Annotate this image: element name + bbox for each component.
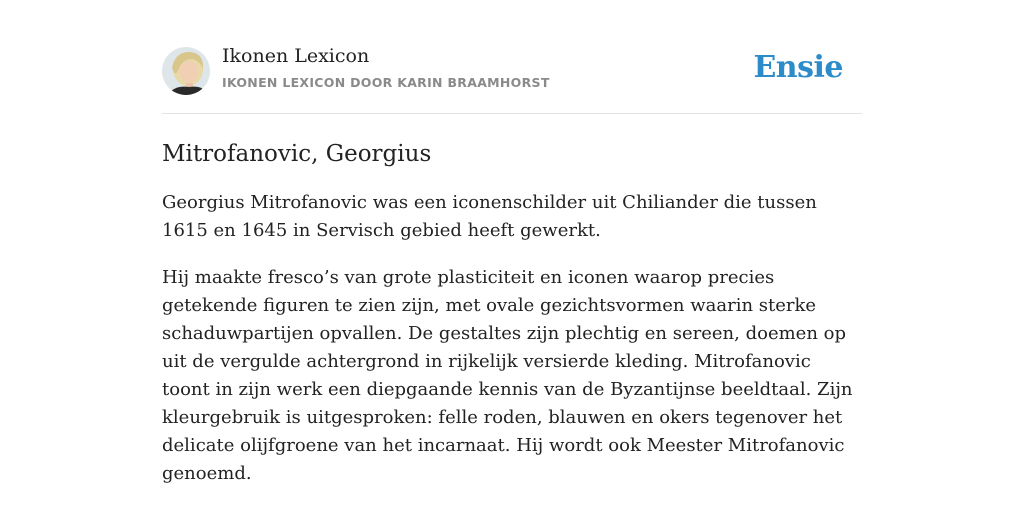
- author-name[interactable]: Ikonen Lexicon: [222, 45, 370, 67]
- article-card: [162, 44, 862, 488]
- author-subtitle: IKONEN LEXICON DOOR KARIN BRAAMHORST: [222, 75, 550, 90]
- article-paragraph-1: Georgius Mitrofanovic was een iconenschilder uit Chiliander die tussen 1615 en 1645 in Servisch gebied heeft gewerkt.: [162, 192, 817, 241]
- author-avatar[interactable]: [162, 47, 210, 95]
- article-paragraph-2: Hij maakte fresco’s van grote plasticiteit en iconen waarop precies getekende figuren te zien zijn, met ovale gezichtsvormen waarin sterke schaduwpartijen opvallen. De gestaltes zijn plechtig en sereen, doemen op uit de vergulde achtergrond in rijkelijk versierde kleding. Mitrofanovic toont in zijn werk een diepgaande kennis van de Byzantijnse beeldtaal. Zijn kleurgebruik is uitgesproken: felle roden, blauwen en okers tegenover het delicate olijfgroene van het incarnaat. Hij wordt ook Meester Mitrofanovic genoemd.: [162, 267, 853, 484]
- author-header: [162, 44, 862, 114]
- article-title: Mitrofanovic, Georgius: [162, 141, 432, 167]
- brand-logo[interactable]: Ensie: [753, 50, 843, 85]
- avatar-photo: [162, 47, 210, 95]
